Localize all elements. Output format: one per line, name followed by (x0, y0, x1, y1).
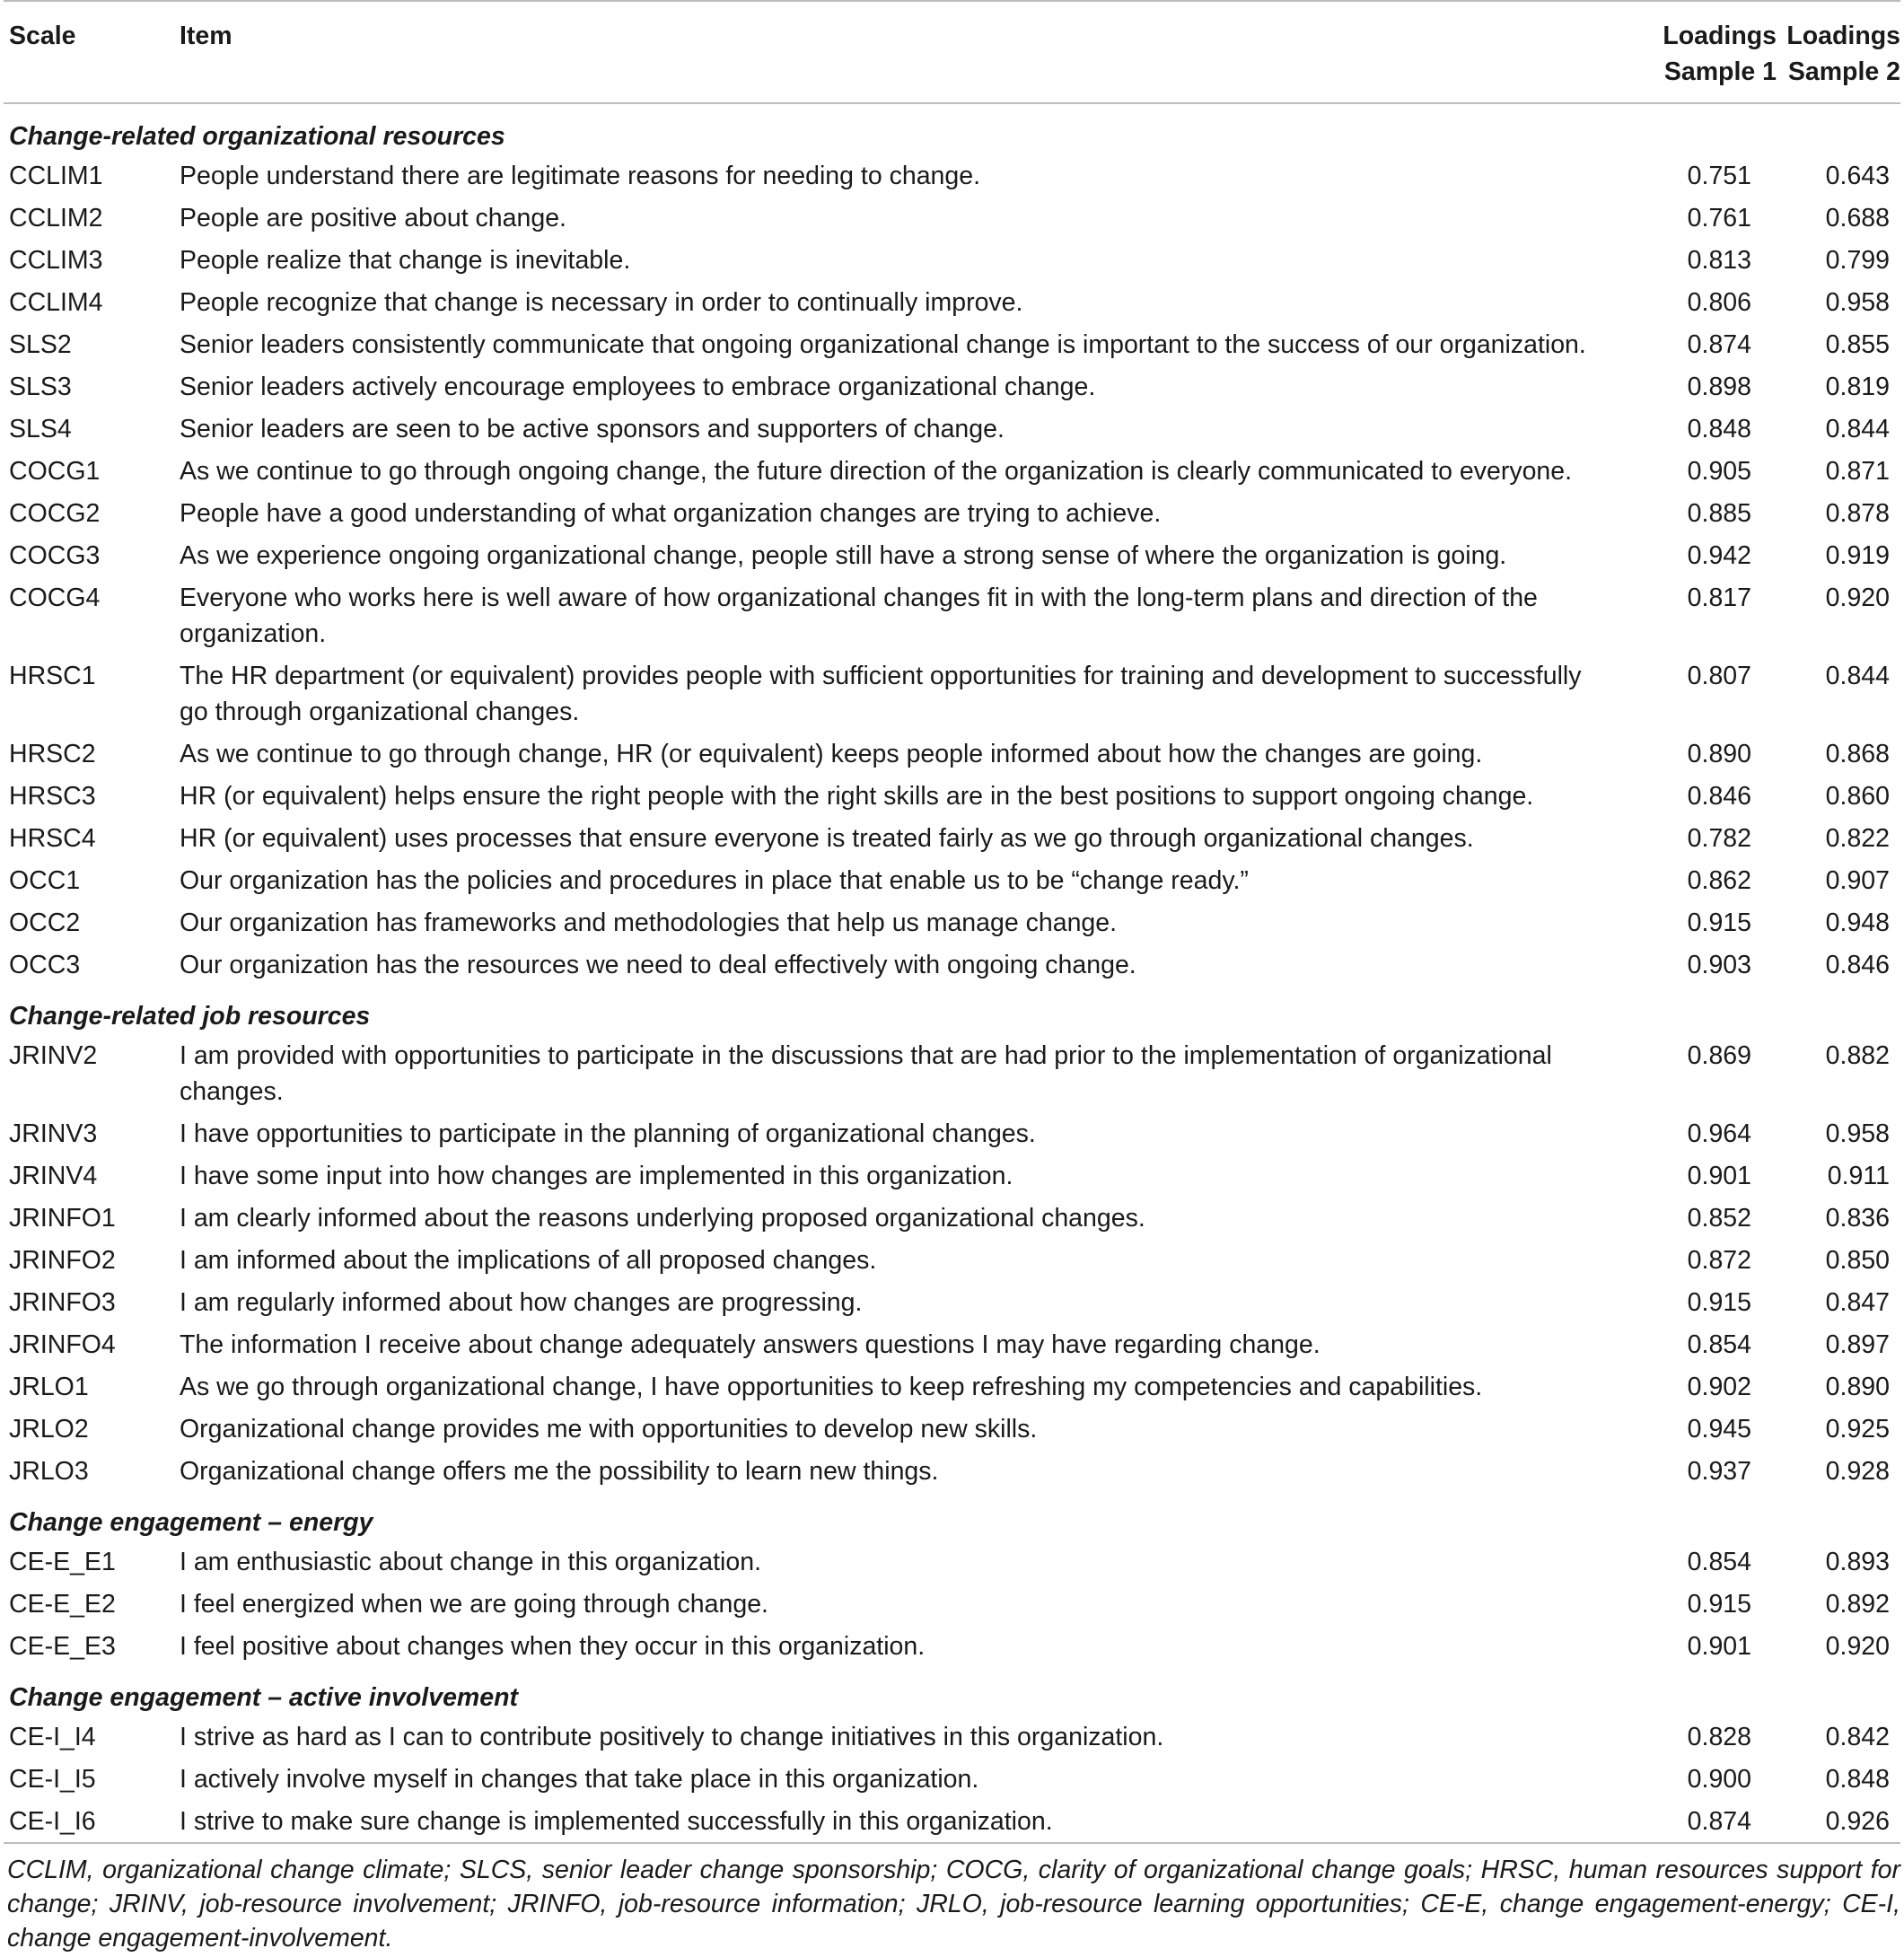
loading-sample2-cell: 0.871 (1825, 457, 1890, 486)
item-cell: Our organization has frameworks and methodologies that help us manage change. (180, 908, 1118, 937)
item-cell: Our organization has the resources we need to deal effectively with ongoing change. (180, 951, 1136, 979)
loading-sample1-cell: 0.848 (1687, 415, 1751, 443)
table-row (4, 1625, 1900, 1667)
table-body (4, 103, 1900, 1842)
loading-sample1-cell: 0.813 (1687, 246, 1751, 275)
scale-cell: COCG4 (9, 584, 101, 612)
loading-sample2-cell: 0.847 (1825, 1288, 1890, 1317)
table-row (4, 281, 1900, 323)
loading-sample1-cell: 0.900 (1687, 1765, 1751, 1794)
loading-sample2-cell: 0.878 (1825, 499, 1890, 528)
scale-cell: COCG2 (9, 499, 101, 528)
table-row (4, 1408, 1900, 1450)
item-cell: I am provided with opportunities to participate in the discussions that are had prior to the implementation of organizational changes. (180, 1041, 1552, 1106)
table-row (4, 239, 1900, 281)
item-cell: I feel energized when we are going through change. (180, 1590, 768, 1619)
scale-cell: OCC2 (9, 908, 81, 937)
table-row (4, 1450, 1900, 1492)
item-cell: People are positive about change. (180, 204, 566, 233)
table-row (4, 1239, 1900, 1281)
loading-sample1-cell: 0.945 (1687, 1415, 1751, 1444)
loading-sample2-cell: 0.819 (1825, 373, 1890, 401)
header-item: Item (180, 22, 233, 50)
loading-sample1-cell: 0.807 (1687, 662, 1751, 690)
item-cell: As we continue to go through change, HR (or equivalent) keeps people informed about how the changes are going. (180, 740, 1483, 768)
loading-sample2-cell: 0.688 (1825, 204, 1890, 233)
table-row (4, 197, 1900, 239)
loading-sample2-cell: 0.948 (1825, 908, 1890, 937)
item-cell: I actively involve myself in changes that take place in this organization. (180, 1765, 979, 1794)
table-row (4, 408, 1900, 450)
scale-cell: OCC3 (9, 951, 81, 979)
scale-cell: HRSC1 (9, 662, 96, 690)
item-cell: People realize that change is inevitable. (180, 246, 631, 275)
loading-sample2-cell: 0.850 (1825, 1246, 1890, 1275)
loading-sample2-cell: 0.799 (1825, 246, 1890, 275)
header-sample2 (1777, 1, 1900, 103)
loading-sample1-cell: 0.915 (1687, 908, 1751, 937)
scale-cell: CCLIM1 (9, 162, 103, 190)
loading-sample1-cell: 0.937 (1687, 1457, 1751, 1486)
scale-cell: JRINV4 (9, 1162, 98, 1190)
loading-sample1-cell: 0.964 (1687, 1119, 1751, 1148)
loading-sample1-cell: 0.885 (1687, 499, 1751, 528)
loading-sample2-cell: 0.911 (1827, 1162, 1890, 1190)
loading-sample1-cell: 0.869 (1687, 1041, 1751, 1070)
loading-sample2-cell: 0.844 (1825, 662, 1890, 690)
table-row (4, 1154, 1900, 1197)
header-sample1-line1: Loadings (1663, 22, 1777, 50)
loading-sample2-cell: 0.855 (1825, 330, 1890, 359)
loading-sample1-cell: 0.942 (1687, 541, 1751, 570)
loading-sample1-cell: 0.852 (1687, 1204, 1751, 1233)
item-cell: The HR department (or equivalent) provides people with sufficient opportunities for training and development to successfully go through organizational changes. (180, 662, 1582, 726)
table-row (4, 1365, 1900, 1408)
loading-sample1-cell: 0.890 (1687, 740, 1751, 768)
loading-sample2-cell: 0.928 (1825, 1457, 1890, 1486)
scale-cell: HRSC4 (9, 824, 96, 853)
scale-cell: COCG3 (9, 541, 101, 570)
loading-sample1-cell: 0.854 (1687, 1330, 1751, 1359)
loading-sample2-cell: 0.926 (1825, 1807, 1890, 1836)
scale-cell: JRINFO4 (9, 1330, 116, 1359)
loading-sample2-cell: 0.919 (1825, 541, 1890, 570)
item-cell: I am informed about the implications of all proposed changes. (180, 1246, 877, 1275)
scale-cell: JRINFO3 (9, 1288, 116, 1317)
loading-sample1-cell: 0.751 (1687, 162, 1751, 190)
table-row (4, 1758, 1900, 1800)
loading-sample1-cell: 0.761 (1687, 204, 1751, 233)
item-cell: HR (or equivalent) uses processes that ensure everyone is treated fairly as we go through organizational changes. (180, 824, 1474, 853)
group-title: Change engagement – active involvement (9, 1683, 519, 1712)
loading-sample2-cell: 0.882 (1825, 1041, 1890, 1070)
item-cell: I strive as hard as I can to contribute positively to change initiatives in this organization. (180, 1723, 1164, 1751)
loading-sample2-cell: 0.860 (1825, 782, 1890, 811)
scale-cell: COCG1 (9, 457, 101, 486)
table-row (4, 859, 1900, 901)
loading-sample1-cell: 0.817 (1687, 584, 1751, 612)
table-header (4, 1, 1900, 103)
loading-sample1-cell: 0.903 (1687, 951, 1751, 979)
loading-sample1-cell: 0.854 (1687, 1548, 1751, 1576)
item-cell: People have a good understanding of what organization changes are trying to achieve. (180, 499, 1162, 528)
table-row (4, 534, 1900, 576)
table-row (4, 365, 1900, 408)
scale-cell: CE-E_E3 (9, 1632, 116, 1661)
table-row (4, 450, 1900, 492)
item-cell: I am clearly informed about the reasons underlying proposed organizational changes. (180, 1204, 1145, 1233)
scale-cell: SLS3 (9, 373, 72, 401)
scale-cell: JRLO1 (9, 1373, 89, 1401)
scale-cell: JRINFO2 (9, 1246, 116, 1275)
loading-sample1-cell: 0.874 (1687, 1807, 1751, 1836)
item-cell: I have opportunities to participate in the planning of organizational changes. (180, 1119, 1036, 1148)
scale-cell: CE-I_I6 (9, 1807, 96, 1836)
scale-cell: CE-E_E1 (9, 1548, 116, 1576)
scale-cell: JRLO2 (9, 1415, 89, 1444)
table-row (4, 943, 1900, 986)
loading-sample2-cell: 0.890 (1825, 1373, 1890, 1401)
item-cell: As we experience ongoing organizational change, people still have a strong sense of where the organization is going. (180, 541, 1507, 570)
loading-sample2-cell: 0.892 (1825, 1590, 1890, 1619)
loading-sample1-cell: 0.915 (1687, 1288, 1751, 1317)
loadings-table (4, 0, 1900, 1842)
scale-cell: CCLIM3 (9, 246, 103, 275)
item-cell: Organizational change offers me the possibility to learn new things. (180, 1457, 939, 1486)
item-cell: People understand there are legitimate reasons for needing to change. (180, 162, 981, 190)
table-row (4, 576, 1900, 654)
item-cell: Our organization has the policies and procedures in place that enable us to be “change ready.” (180, 866, 1249, 895)
table-row (4, 1800, 1900, 1842)
group-heading-row (4, 103, 1900, 154)
table-row (4, 492, 1900, 534)
item-cell: Senior leaders actively encourage employees to embrace organizational change. (180, 373, 1096, 401)
header-scale: Scale (9, 22, 76, 50)
item-cell: I have some input into how changes are implemented in this organization. (180, 1162, 1013, 1190)
scale-cell: HRSC2 (9, 740, 96, 768)
scale-cell: CE-I_I4 (9, 1723, 96, 1751)
table-row (4, 733, 1900, 775)
loading-sample1-cell: 0.898 (1687, 373, 1751, 401)
item-cell: Senior leaders are seen to be active sponsors and supporters of change. (180, 415, 1005, 443)
loading-sample1-cell: 0.828 (1687, 1723, 1751, 1751)
loading-sample2-cell: 0.836 (1825, 1204, 1890, 1233)
header-sample2-line1: Loadings (1786, 22, 1900, 50)
loading-sample2-cell: 0.822 (1825, 824, 1890, 853)
loading-sample2-cell: 0.958 (1825, 1119, 1890, 1148)
loading-sample2-cell: 0.958 (1825, 288, 1890, 317)
scale-cell: JRLO3 (9, 1457, 89, 1486)
item-cell: I feel positive about changes when they occur in this organization. (180, 1632, 926, 1661)
scale-cell: JRINV2 (9, 1041, 98, 1070)
loading-sample1-cell: 0.901 (1687, 1162, 1751, 1190)
scale-cell: JRINV3 (9, 1119, 98, 1148)
item-cell: Organizational change provides me with opportunities to develop new skills. (180, 1415, 1038, 1444)
item-cell: I am regularly informed about how changes are progressing. (180, 1288, 863, 1317)
loading-sample2-cell: 0.925 (1825, 1415, 1890, 1444)
item-cell: I am enthusiastic about change in this organization. (180, 1548, 761, 1576)
table-row (4, 1540, 1900, 1583)
table-row (4, 1034, 1900, 1112)
group-title: Change engagement – energy (9, 1508, 373, 1537)
item-cell: Senior leaders consistently communicate that ongoing organizational change is important to the success of our organization. (180, 330, 1586, 359)
loading-sample1-cell: 0.782 (1687, 824, 1751, 853)
table-row (4, 1583, 1900, 1625)
loading-sample2-cell: 0.920 (1825, 584, 1890, 612)
table-row (4, 154, 1900, 197)
table-row (4, 1197, 1900, 1239)
item-cell: The information I receive about change adequately answers questions I may have regarding change. (180, 1330, 1321, 1359)
item-cell: I strive to make sure change is implemented successfully in this organization. (180, 1807, 1053, 1836)
item-cell: As we go through organizational change, I have opportunities to keep refreshing my competencies and capabilities. (180, 1373, 1483, 1401)
table-row (4, 1112, 1900, 1154)
table-row (4, 1716, 1900, 1758)
loading-sample1-cell: 0.902 (1687, 1373, 1751, 1401)
scale-cell: CE-I_I5 (9, 1765, 96, 1794)
scale-cell: CCLIM4 (9, 288, 103, 317)
loading-sample1-cell: 0.846 (1687, 782, 1751, 811)
loading-sample2-cell: 0.846 (1825, 951, 1890, 979)
group-heading-row (4, 986, 1900, 1034)
loading-sample1-cell: 0.862 (1687, 866, 1751, 895)
loading-sample1-cell: 0.872 (1687, 1246, 1751, 1275)
scale-cell: HRSC3 (9, 782, 96, 811)
loading-sample1-cell: 0.901 (1687, 1632, 1751, 1661)
table-row (4, 817, 1900, 859)
scale-cell: CE-E_E2 (9, 1590, 116, 1619)
loading-sample2-cell: 0.848 (1825, 1765, 1890, 1794)
header-sample1 (1622, 1, 1777, 103)
group-title: Change-related job resources (9, 1002, 371, 1031)
table-row (4, 1281, 1900, 1323)
scale-cell: JRINFO1 (9, 1204, 116, 1233)
scale-cell: SLS2 (9, 330, 72, 359)
scale-cell: OCC1 (9, 866, 81, 895)
loading-sample1-cell: 0.915 (1687, 1590, 1751, 1619)
loading-sample2-cell: 0.893 (1825, 1548, 1890, 1576)
loading-sample2-cell: 0.844 (1825, 415, 1890, 443)
loading-sample1-cell: 0.905 (1687, 457, 1751, 486)
table-row (4, 1323, 1900, 1365)
table-row (4, 775, 1900, 817)
header-row (4, 1, 1900, 103)
item-cell: People recognize that change is necessary in order to continually improve. (180, 288, 1023, 317)
table-row (4, 654, 1900, 733)
loading-sample2-cell: 0.842 (1825, 1723, 1890, 1751)
header-sample2-line2: Sample 2 (1787, 57, 1900, 86)
loading-sample1-cell: 0.874 (1687, 330, 1751, 359)
scale-cell: SLS4 (9, 415, 72, 443)
group-heading-row (4, 1492, 1900, 1540)
item-cell: As we continue to go through ongoing change, the future direction of the organization is clearly communicated to everyone. (180, 457, 1573, 486)
header-sample1-line2: Sample 1 (1663, 57, 1777, 86)
loading-sample2-cell: 0.907 (1825, 866, 1890, 895)
loading-sample2-cell: 0.868 (1825, 740, 1890, 768)
loading-sample2-cell: 0.897 (1825, 1330, 1890, 1359)
table-footnote: CCLIM, organizational change climate; SLCS, senior leader change sponsorship; COCG, clarity of organizational change goals; HRSC, human resources support for change; JRINV, job-resource involvement; JRINFO, job-resource information; JRLO, job-resource learning opportunities; CE-E, change engagement-energy; CE-I, change engagement-involvement. (4, 1842, 1900, 1955)
item-cell: HR (or equivalent) helps ensure the right people with the right skills are in the best positions to support ongoing change. (180, 782, 1534, 811)
group-title: Change-related organizational resources (9, 122, 505, 151)
loading-sample2-cell: 0.643 (1825, 162, 1890, 190)
loading-sample1-cell: 0.806 (1687, 288, 1751, 317)
table-row (4, 323, 1900, 365)
table-container (4, 0, 1900, 1955)
scale-cell: CCLIM2 (9, 204, 103, 233)
table-row (4, 901, 1900, 943)
loading-sample2-cell: 0.920 (1825, 1632, 1890, 1661)
group-heading-row (4, 1667, 1900, 1716)
item-cell: Everyone who works here is well aware of how organizational changes fit in with the long-term plans and direction of the organization. (180, 584, 1538, 648)
